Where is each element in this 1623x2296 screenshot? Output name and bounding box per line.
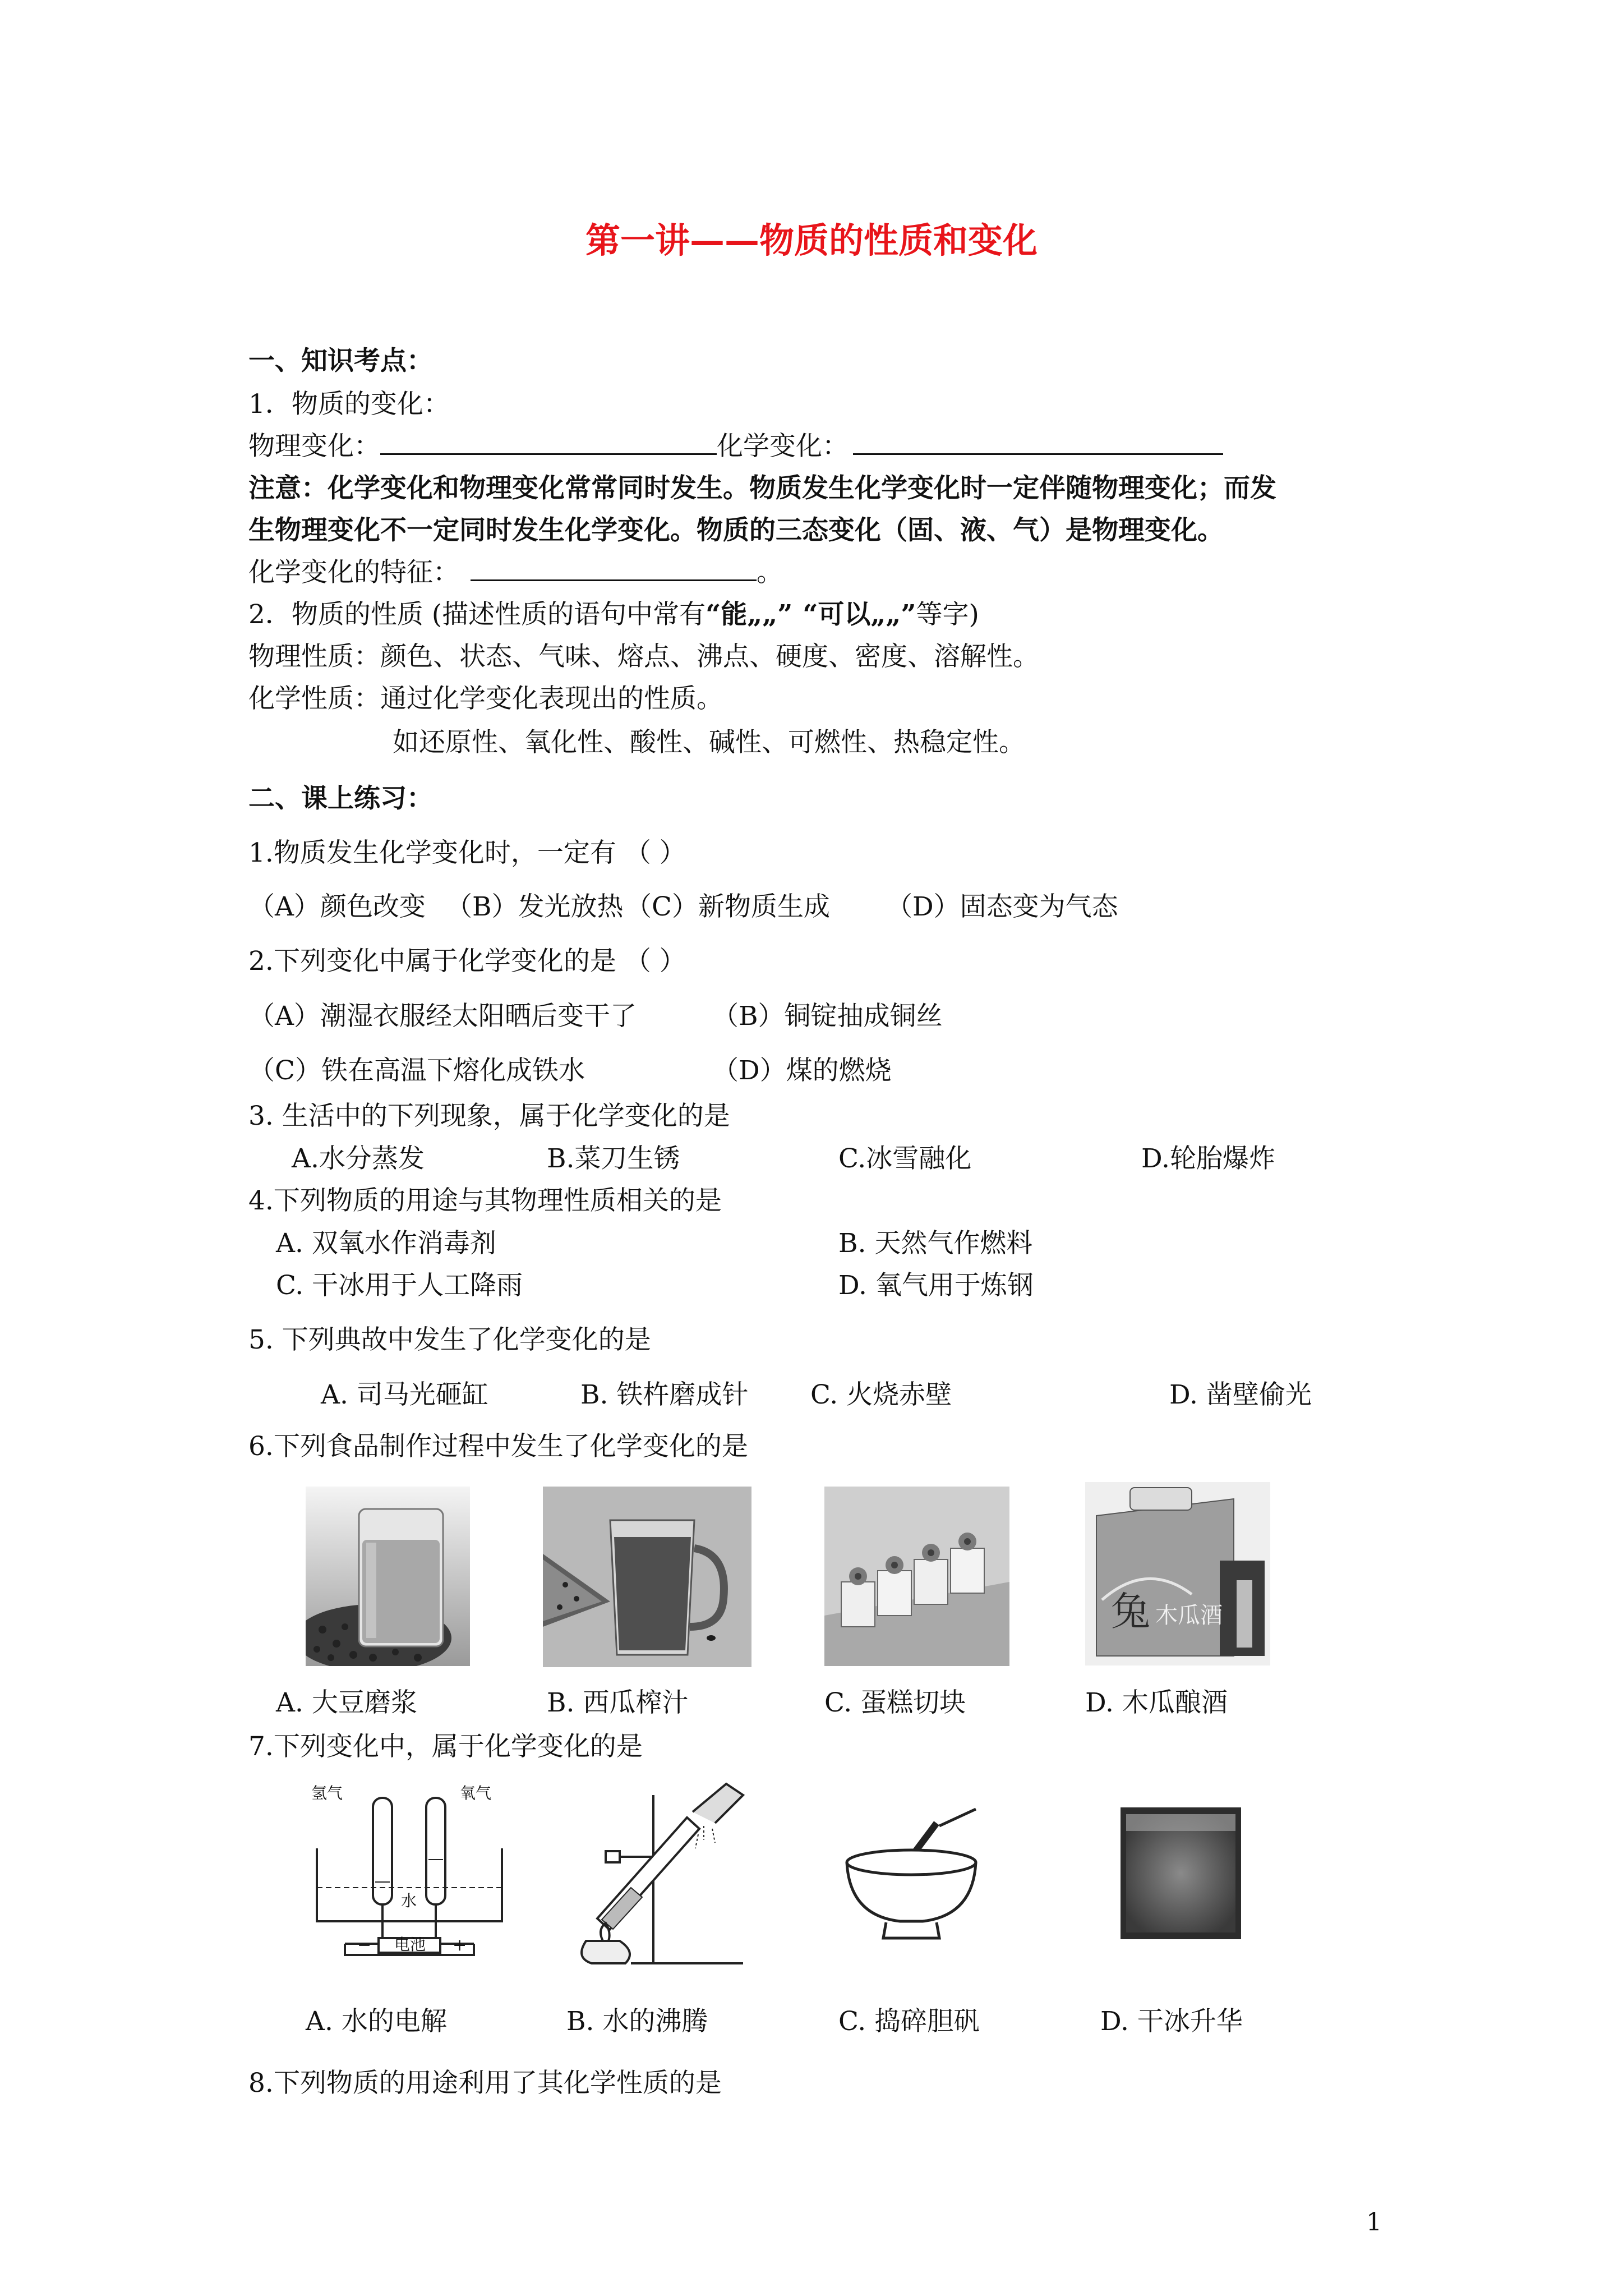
item2-quote-2: “可以„„” <box>803 599 916 630</box>
watermelon-juice-photo <box>543 1487 751 1667</box>
physical-change-label: 物理变化： <box>248 431 380 462</box>
feature-end: 。 <box>757 557 783 588</box>
mortar-pestle-diagram <box>838 1803 984 1944</box>
item2-suffix: 等字) <box>916 599 979 630</box>
note-line-1: 注意：化学变化和物理变化常常同时发生。物质发生化学变化时一定伴随物理变化；而发 <box>248 473 1276 504</box>
q5-option-b[interactable]: B. 铁杵磨成针 <box>580 1379 749 1410</box>
q7-option-b[interactable]: B. 水的沸腾 <box>566 2006 708 2037</box>
water-label: 水 <box>401 1892 417 1910</box>
papaya-wine-brand: 木瓜酒 <box>1155 1603 1223 1628</box>
q4-stem: 4.下列物质的用途与其物理性质相关的是 <box>248 1185 722 1216</box>
q7-option-c[interactable]: C. 捣碎胆矾 <box>838 2006 980 2037</box>
chemical-change-label: 化学变化： <box>717 431 849 462</box>
chemical-change-blank[interactable] <box>853 450 1223 455</box>
papaya-wine-photo <box>1085 1482 1270 1665</box>
page-title: 第一讲——物质的性质和变化 <box>585 220 1038 261</box>
section1-heading: 一、知识考点： <box>248 346 433 376</box>
q8-stem: 8.下列物质的用途利用了其化学性质的是 <box>248 2068 722 2099</box>
q3-option-d[interactable]: D.轮胎爆炸 <box>1141 1143 1275 1174</box>
q6-option-a[interactable]: A. 大豆磨浆 <box>276 1687 417 1718</box>
q4-option-a[interactable]: A. 双氧水作消毒剂 <box>276 1228 496 1259</box>
q5-option-a[interactable]: A. 司马光砸缸 <box>321 1379 488 1410</box>
physical-property: 物理性质：颜色、状态、气味、熔点、沸点、硬度、密度、溶解性。 <box>248 641 1039 672</box>
q1-option-a[interactable]: （A）颜色改变 <box>248 891 426 922</box>
q2-option-d[interactable]: （D）煤的燃烧 <box>712 1055 892 1086</box>
q4-option-d[interactable]: D. 氧气用于炼钢 <box>838 1270 1034 1301</box>
section2-heading: 二、课上练习： <box>248 783 433 814</box>
q7-option-d[interactable]: D. 干冰升华 <box>1100 2006 1243 2037</box>
q1-option-b[interactable]: （B）发光放热 <box>446 891 624 922</box>
papaya-wine-logo: 兔 <box>1111 1589 1150 1635</box>
soybean-milk-photo <box>306 1487 470 1666</box>
water-electrolysis-diagram <box>306 1775 513 1977</box>
q6-option-c[interactable]: C. 蛋糕切块 <box>824 1687 966 1718</box>
item2-prefix: 2．物质的性质 (描述性质的语句中常有 <box>248 599 706 630</box>
q2-option-b[interactable]: （B）铜锭抽成铜丝 <box>712 1001 943 1032</box>
battery-label: 电池 <box>394 1935 426 1954</box>
cake-slices-photo <box>824 1487 1009 1666</box>
dry-ice-photo <box>1121 1807 1241 1939</box>
q6-option-d[interactable]: D. 木瓜酿酒 <box>1085 1687 1228 1718</box>
feature-line <box>248 559 783 586</box>
physical-change-blank[interactable] <box>380 450 717 455</box>
oxygen-label: 氧气 <box>460 1784 492 1802</box>
q3-option-a[interactable]: A.水分蒸发 <box>292 1143 425 1174</box>
battery-plus: + <box>453 1935 467 1955</box>
q5-option-c[interactable]: C. 火烧赤壁 <box>810 1379 952 1410</box>
q6-option-b[interactable]: B. 西瓜榨汁 <box>547 1687 689 1718</box>
q2-stem: 2.下列变化中属于化学变化的是 （ ） <box>248 946 686 977</box>
q3-option-c[interactable]: C.冰雪融化 <box>838 1143 972 1174</box>
q4-option-c[interactable]: C. 干冰用于人工降雨 <box>276 1270 523 1301</box>
chemical-property-examples: 如还原性、氧化性、酸性、碱性、可燃性、热稳定性。 <box>393 727 1025 758</box>
q2-option-a[interactable]: （A）潮湿衣服经太阳晒后变干了 <box>248 1001 637 1032</box>
q1-option-c[interactable]: （C）新物质生成 <box>625 891 830 922</box>
item2-line <box>248 601 979 628</box>
q4-option-b[interactable]: B. 天然气作燃料 <box>838 1228 1033 1259</box>
note-line-2: 生物理变化不一定同时发生化学变化。物质的三态变化（固、液、气）是物理变化。 <box>248 515 1224 546</box>
q3-option-b[interactable]: B.菜刀生锈 <box>547 1143 680 1174</box>
q6-stem: 6.下列食品制作过程中发生了化学变化的是 <box>248 1431 748 1462</box>
chemical-property: 化学性质：通过化学变化表现出的性质。 <box>248 683 723 714</box>
water-boiling-diagram <box>552 1773 757 1969</box>
feature-label: 化学变化的特征： <box>248 557 459 588</box>
q2-option-c[interactable]: （C）铁在高温下熔化成铁水 <box>248 1055 585 1086</box>
q7-option-a[interactable]: A. 水的电解 <box>306 2006 447 2037</box>
battery-minus: − <box>357 1935 372 1955</box>
hydrogen-label: 氢气 <box>311 1784 343 1802</box>
q1-stem: 1.物质发生化学变化时，一定有 （ ） <box>248 838 686 868</box>
feature-blank[interactable] <box>471 576 757 581</box>
q5-option-d[interactable]: D. 凿壁偷光 <box>1169 1379 1312 1410</box>
page-number: 1 <box>1366 2208 1382 2237</box>
item1-heading: 1．物质的变化： <box>248 389 450 420</box>
q7-stem: 7.下列变化中，属于化学变化的是 <box>248 1731 643 1762</box>
q1-option-d[interactable]: （D）固态变为气态 <box>886 891 1118 922</box>
q5-stem: 5. 下列典故中发生了化学变化的是 <box>248 1324 651 1355</box>
item2-quote-1: “能„„” <box>706 599 793 630</box>
physical-change-line <box>248 431 1223 462</box>
q3-stem: 3. 生活中的下列现象，属于化学变化的是 <box>248 1101 730 1131</box>
